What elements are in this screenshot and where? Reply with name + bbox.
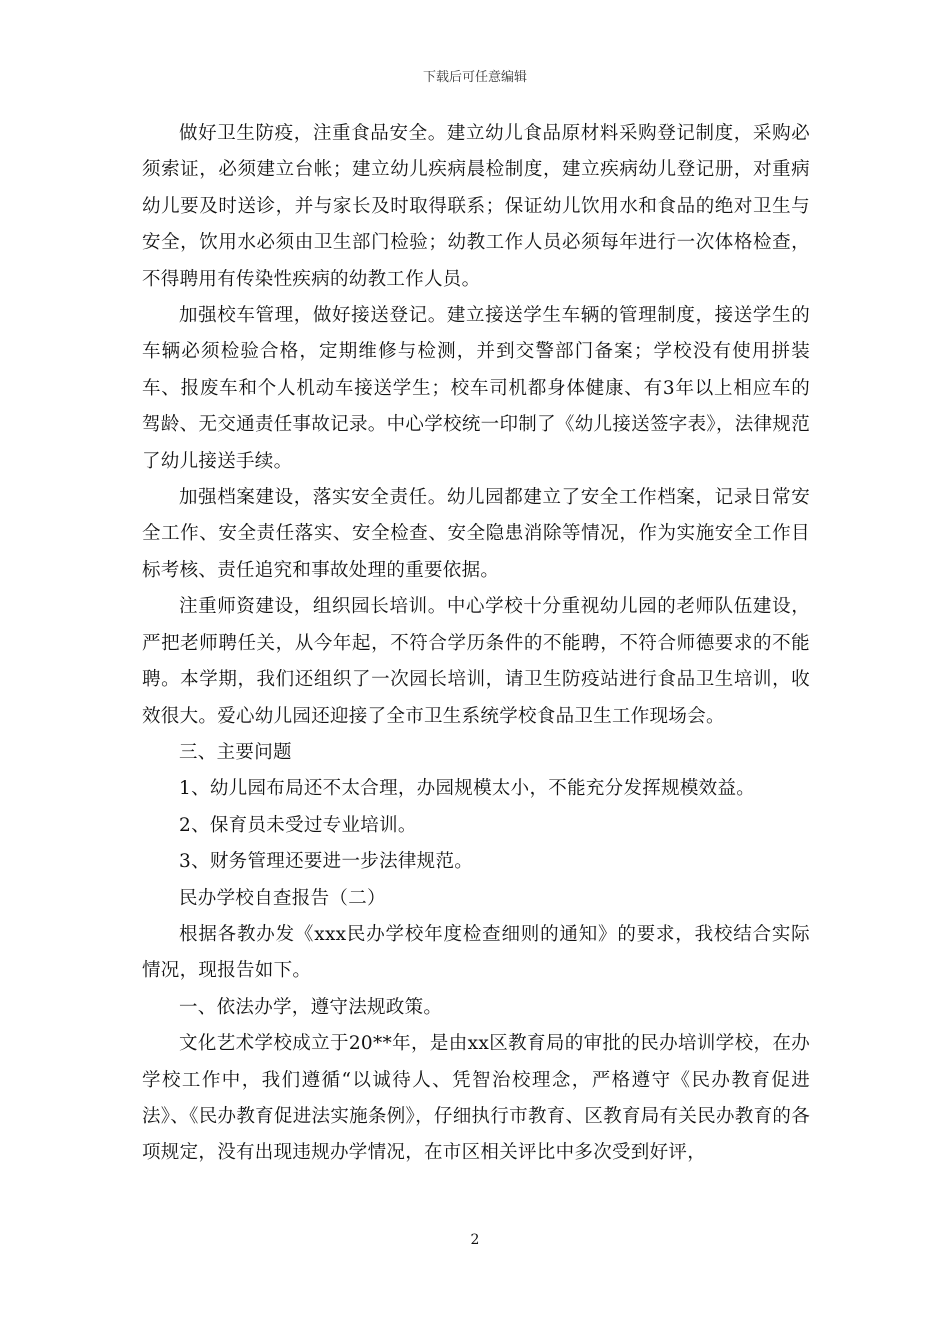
problem-item-3: 3、财务管理还要进一步法律规范。 (179, 851, 474, 873)
section-heading-law: 一、依法办学，遵守法规政策。 (179, 996, 443, 1018)
problem-item-1: 1、幼儿园布局还不太合理，办园规模太小，不能充分发挥规模效益。 (179, 778, 756, 800)
document-body (142, 116, 810, 1172)
page-number: 2 (470, 1232, 480, 1248)
page-header: 下载后可任意编辑 (422, 70, 527, 85)
paragraph-hygiene: 做好卫生防疫，注重食品安全。建立幼儿食品原材料采购登记制度，采购必须索证，必须建立台帐；建立幼儿疾病晨检制度，建立疾病幼儿登记册，对重病幼儿要及时送诊，并与家长及时取得联系；保证幼儿饮用水和食品的绝对卫生与安全，饮用水必须由卫生部门检验；幼教工作人员必须每年进行一次体格检查，不得聘用有传染性疾病的幼教工作人员。 (142, 123, 810, 290)
paragraph-school-history: 文化艺术学校成立于20**年，是由xx区教育局的审批的民办培训学校，在办学校工作中，我们遵循“以诚待人、凭智治校理念，严格遵守《民办教育促进法》、《民办教育促进法实施条例》，仔细执行市教育、区教育局有关民办教育的各项规定，没有出现违规办学情况，在市区相关评比中多次受到好评， (142, 1033, 810, 1164)
paragraph-archives: 加强档案建设，落实安全责任。幼儿园都建立了安全工作档案，记录日常安全工作、安全责任落实、安全检查、安全隐患消除等情况，作为实施安全工作目标考核、责任追究和事故处理的重要依据。 (142, 487, 810, 581)
problem-item-2: 2、保育员未受过专业培训。 (179, 814, 417, 836)
paragraph-intro: 根据各教办发《xxx民办学校年度检查细则的通知》的要求，我校结合实际情况，现报告如下。 (142, 923, 810, 982)
report-title-2: 民办学校自查报告（二） (179, 887, 386, 909)
paragraph-teachers: 注重师资建设，组织园长培训。中心学校十分重视幼儿园的老师队伍建设，严把老师聘任关，从今年起，不符合学历条件的不能聘，不符合师德要求的不能聘。本学期，我们还组织了一次园长培训，请卫生防疫站进行食品卫生培训，收效很大。爱心幼儿园还迎接了全市卫生系统学校食品卫生工作现场会。 (142, 596, 810, 727)
paragraph-school-bus: 加强校车管理，做好接送登记。建立接送学生车辆的管理制度，接送学生的车辆必须检验合格，定期维修与检测，并到交警部门备案；学校没有使用拼装车、报废车和个人机动车接送学生；校车司机都身体健康、有3年以上相应车的驾龄、无交通责任事故记录。中心学校统一印制了《幼儿接送签字表》，法律规范了幼儿接送手续。 (142, 305, 810, 472)
section-heading-problems: 三、主要问题 (179, 741, 292, 763)
